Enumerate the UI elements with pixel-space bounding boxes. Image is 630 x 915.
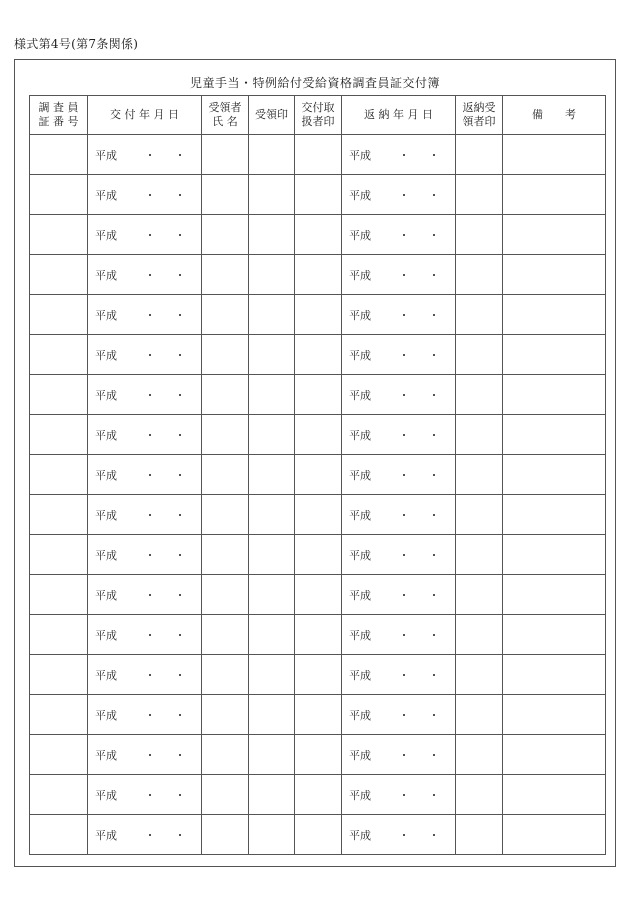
era-label: 平成: [349, 348, 371, 362]
date-separator: ・: [398, 828, 410, 842]
table-row: [30, 295, 606, 335]
era-label: 平成: [349, 428, 371, 442]
issuer-seal-cell[interactable]: [295, 655, 342, 695]
recipient-name-cell[interactable]: [202, 815, 249, 855]
date-separator: ・: [144, 228, 156, 242]
date-separator: ・: [398, 748, 410, 762]
date-separator: ・: [428, 748, 440, 762]
return-receiver-seal-cell[interactable]: [456, 735, 503, 775]
return-receiver-seal-cell[interactable]: [456, 655, 503, 695]
return-date-cell[interactable]: [342, 735, 456, 775]
date-separator: ・: [144, 468, 156, 482]
date-separator: ・: [398, 668, 410, 682]
recipient-name-cell[interactable]: [202, 295, 249, 335]
issuer-seal-cell[interactable]: [295, 775, 342, 815]
era-label: 平成: [349, 468, 371, 482]
era-label: 平成: [349, 548, 371, 562]
date-separator: ・: [428, 788, 440, 802]
remarks-cell[interactable]: [503, 415, 606, 455]
return-receiver-seal-cell[interactable]: [456, 495, 503, 535]
date-separator: ・: [174, 148, 186, 162]
date-separator: ・: [428, 268, 440, 282]
date-separator: ・: [398, 228, 410, 242]
issue-date-cell[interactable]: [88, 255, 202, 295]
recipient-seal-cell[interactable]: [249, 775, 295, 815]
return-receiver-seal-cell[interactable]: [456, 695, 503, 735]
era-label: 平成: [349, 788, 371, 802]
date-separator: ・: [174, 308, 186, 322]
return-date-cell[interactable]: [342, 695, 456, 735]
recipient-name-cell[interactable]: [202, 735, 249, 775]
table-row: [30, 255, 606, 295]
recipient-seal-cell[interactable]: [249, 735, 295, 775]
inspector-number-cell[interactable]: [30, 455, 88, 495]
date-separator: ・: [398, 508, 410, 522]
recipient-seal-cell[interactable]: [249, 575, 295, 615]
return-receiver-seal-cell[interactable]: [456, 575, 503, 615]
return-date-cell[interactable]: [342, 815, 456, 855]
date-separator: ・: [144, 348, 156, 362]
inspector-number-cell[interactable]: [30, 135, 88, 175]
era-label: 平成: [95, 428, 117, 442]
issue-date-cell[interactable]: [88, 655, 202, 695]
recipient-name-cell[interactable]: [202, 455, 249, 495]
date-separator: ・: [144, 268, 156, 282]
return-date-cell[interactable]: [342, 255, 456, 295]
inspector-number-cell[interactable]: [30, 615, 88, 655]
issuer-seal-cell[interactable]: [295, 375, 342, 415]
date-separator: ・: [398, 428, 410, 442]
recipient-name-cell[interactable]: [202, 775, 249, 815]
remarks-cell[interactable]: [503, 815, 606, 855]
era-label: 平成: [349, 748, 371, 762]
recipient-name-cell[interactable]: [202, 175, 249, 215]
issue-date-cell[interactable]: [88, 535, 202, 575]
return-receiver-seal-cell[interactable]: [456, 295, 503, 335]
era-label: 平成: [349, 228, 371, 242]
era-label: 平成: [95, 188, 117, 202]
document-title: 児童手当・特例給付受給資格調査員証交付簿: [189, 76, 440, 90]
issue-date-cell[interactable]: [88, 575, 202, 615]
date-separator: ・: [174, 468, 186, 482]
date-separator: ・: [174, 388, 186, 402]
table-row: [30, 335, 606, 375]
date-separator: ・: [144, 708, 156, 722]
inspector-number-cell[interactable]: [30, 815, 88, 855]
header-issuer-seal-line2: 扱者印: [301, 115, 335, 128]
remarks-cell[interactable]: [503, 335, 606, 375]
date-separator: ・: [174, 748, 186, 762]
era-label: 平成: [349, 388, 371, 402]
recipient-seal-cell[interactable]: [249, 455, 295, 495]
era-label: 平成: [95, 748, 117, 762]
inspector-number-cell[interactable]: [30, 175, 88, 215]
inspector-number-cell[interactable]: [30, 495, 88, 535]
date-separator: ・: [428, 508, 440, 522]
issuer-seal-cell[interactable]: [295, 455, 342, 495]
inspector-number-cell[interactable]: [30, 375, 88, 415]
era-label: 平成: [349, 148, 371, 162]
date-separator: ・: [174, 268, 186, 282]
date-separator: ・: [144, 828, 156, 842]
issuer-seal-cell[interactable]: [295, 615, 342, 655]
date-separator: ・: [398, 588, 410, 602]
return-date-cell[interactable]: [342, 215, 456, 255]
inspector-number-cell[interactable]: [30, 415, 88, 455]
header-remarks: [503, 96, 606, 135]
issuer-seal-cell[interactable]: [295, 415, 342, 455]
recipient-seal-cell[interactable]: [249, 695, 295, 735]
date-separator: ・: [144, 388, 156, 402]
inspector-number-cell[interactable]: [30, 655, 88, 695]
recipient-name-cell[interactable]: [202, 615, 249, 655]
era-label: 平成: [349, 188, 371, 202]
issue-date-cell[interactable]: [88, 615, 202, 655]
table-row: [30, 655, 606, 695]
era-label: 平成: [95, 388, 117, 402]
issuer-seal-cell[interactable]: [295, 295, 342, 335]
issue-date-cell[interactable]: [88, 495, 202, 535]
era-label: 平成: [95, 148, 117, 162]
remarks-cell[interactable]: [503, 375, 606, 415]
table-row: [30, 615, 606, 655]
date-separator: ・: [144, 188, 156, 202]
date-separator: ・: [174, 708, 186, 722]
date-separator: ・: [174, 428, 186, 442]
return-receiver-seal-cell[interactable]: [456, 815, 503, 855]
era-label: 平成: [95, 348, 117, 362]
header-return-date: [342, 96, 456, 135]
inspector-number-cell[interactable]: [30, 775, 88, 815]
issuer-seal-cell[interactable]: [295, 175, 342, 215]
remarks-cell[interactable]: [503, 455, 606, 495]
header-recipient-name-line1: 受領者: [208, 101, 242, 114]
date-separator: ・: [174, 548, 186, 562]
return-date-cell[interactable]: [342, 615, 456, 655]
recipient-seal-cell[interactable]: [249, 655, 295, 695]
return-date-cell[interactable]: [342, 135, 456, 175]
header-inspector-number-line1: 調 査 員: [38, 101, 79, 114]
era-label: 平成: [349, 828, 371, 842]
header-issue-date: [88, 96, 202, 135]
date-separator: ・: [144, 308, 156, 322]
return-receiver-seal-cell[interactable]: [456, 175, 503, 215]
remarks-cell[interactable]: [503, 655, 606, 695]
date-separator: ・: [398, 628, 410, 642]
era-label: 平成: [349, 668, 371, 682]
header-inspector-number: [30, 96, 88, 135]
recipient-name-cell[interactable]: [202, 255, 249, 295]
recipient-seal-cell[interactable]: [249, 815, 295, 855]
date-separator: ・: [174, 348, 186, 362]
recipient-seal-cell[interactable]: [249, 255, 295, 295]
inspector-number-cell[interactable]: [30, 335, 88, 375]
return-date-cell[interactable]: [342, 535, 456, 575]
era-label: 平成: [95, 548, 117, 562]
era-label: 平成: [95, 588, 117, 602]
issuer-seal-cell[interactable]: [295, 135, 342, 175]
date-separator: ・: [398, 148, 410, 162]
issue-date-cell[interactable]: [88, 735, 202, 775]
inspector-number-cell[interactable]: [30, 535, 88, 575]
recipient-name-cell[interactable]: [202, 575, 249, 615]
date-separator: ・: [428, 828, 440, 842]
issuer-seal-cell[interactable]: [295, 215, 342, 255]
date-separator: ・: [398, 788, 410, 802]
era-label: 平成: [349, 268, 371, 282]
issuer-seal-cell[interactable]: [295, 335, 342, 375]
table-row: [30, 375, 606, 415]
issue-date-cell[interactable]: [88, 415, 202, 455]
table-row: [30, 415, 606, 455]
issue-date-cell[interactable]: [88, 815, 202, 855]
date-separator: ・: [398, 308, 410, 322]
register-table: [29, 95, 606, 855]
table-row: [30, 695, 606, 735]
issue-date-cell[interactable]: [88, 695, 202, 735]
table-row: [30, 495, 606, 535]
form-number-label: 様式第4号(第7条関係): [14, 37, 139, 51]
date-separator: ・: [174, 628, 186, 642]
table-row: [30, 535, 606, 575]
remarks-cell[interactable]: [503, 615, 606, 655]
remarks-cell[interactable]: [503, 135, 606, 175]
return-date-cell[interactable]: [342, 415, 456, 455]
date-separator: ・: [428, 148, 440, 162]
date-separator: ・: [398, 268, 410, 282]
date-separator: ・: [144, 788, 156, 802]
return-receiver-seal-cell[interactable]: [456, 415, 503, 455]
table-row: [30, 815, 606, 855]
table-row: [30, 775, 606, 815]
era-label: 平成: [349, 588, 371, 602]
era-label: 平成: [95, 308, 117, 322]
return-receiver-seal-cell[interactable]: [456, 775, 503, 815]
issue-date-cell[interactable]: [88, 175, 202, 215]
date-separator: ・: [144, 588, 156, 602]
remarks-cell[interactable]: [503, 735, 606, 775]
remarks-cell[interactable]: [503, 775, 606, 815]
date-separator: ・: [428, 708, 440, 722]
issuer-seal-cell[interactable]: [295, 735, 342, 775]
date-separator: ・: [144, 548, 156, 562]
header-return-receiver-seal-line1: 返納受: [462, 101, 496, 114]
table-row: [30, 175, 606, 215]
date-separator: ・: [398, 388, 410, 402]
recipient-name-cell[interactable]: [202, 135, 249, 175]
date-separator: ・: [428, 468, 440, 482]
table-row: [30, 735, 606, 775]
return-date-cell[interactable]: [342, 295, 456, 335]
inspector-number-cell[interactable]: [30, 695, 88, 735]
issuer-seal-cell[interactable]: [295, 575, 342, 615]
return-receiver-seal-cell[interactable]: [456, 455, 503, 495]
remarks-cell[interactable]: [503, 535, 606, 575]
issue-date-cell[interactable]: [88, 295, 202, 335]
return-date-cell[interactable]: [342, 575, 456, 615]
issuer-seal-cell[interactable]: [295, 255, 342, 295]
date-separator: ・: [398, 188, 410, 202]
table-row: [30, 215, 606, 255]
date-separator: ・: [428, 428, 440, 442]
date-separator: ・: [144, 428, 156, 442]
date-separator: ・: [144, 508, 156, 522]
date-separator: ・: [174, 188, 186, 202]
date-separator: ・: [398, 468, 410, 482]
issuer-seal-cell[interactable]: [295, 535, 342, 575]
era-label: 平成: [95, 668, 117, 682]
recipient-seal-cell[interactable]: [249, 135, 295, 175]
date-separator: ・: [428, 668, 440, 682]
header-remarks-label: 備 考: [532, 108, 576, 121]
header-issue-date-label: 交 付 年 月 日: [110, 108, 179, 121]
date-separator: ・: [144, 668, 156, 682]
recipient-seal-cell[interactable]: [249, 335, 295, 375]
era-label: 平成: [349, 508, 371, 522]
return-receiver-seal-cell[interactable]: [456, 335, 503, 375]
header-return-receiver-seal-line2: 領者印: [462, 115, 496, 128]
issue-date-cell[interactable]: [88, 135, 202, 175]
issue-date-cell[interactable]: [88, 335, 202, 375]
date-separator: ・: [174, 588, 186, 602]
recipient-seal-cell[interactable]: [249, 535, 295, 575]
recipient-seal-cell[interactable]: [249, 415, 295, 455]
issuer-seal-cell[interactable]: [295, 815, 342, 855]
era-label: 平成: [95, 468, 117, 482]
header-recipient-seal-label: 受領印: [255, 108, 288, 121]
issuer-seal-cell[interactable]: [295, 695, 342, 735]
date-separator: ・: [144, 148, 156, 162]
recipient-name-cell[interactable]: [202, 215, 249, 255]
inspector-number-cell[interactable]: [30, 735, 88, 775]
date-separator: ・: [174, 788, 186, 802]
era-label: 平成: [95, 708, 117, 722]
era-label: 平成: [95, 508, 117, 522]
inspector-number-cell[interactable]: [30, 215, 88, 255]
remarks-cell[interactable]: [503, 255, 606, 295]
remarks-cell[interactable]: [503, 175, 606, 215]
header-inspector-number-line2: 証 番 号: [38, 115, 79, 128]
date-separator: ・: [428, 588, 440, 602]
era-label: 平成: [95, 268, 117, 282]
recipient-seal-cell[interactable]: [249, 215, 295, 255]
era-label: 平成: [95, 788, 117, 802]
recipient-seal-cell[interactable]: [249, 295, 295, 335]
return-date-cell[interactable]: [342, 335, 456, 375]
era-label: 平成: [95, 228, 117, 242]
date-separator: ・: [398, 548, 410, 562]
date-separator: ・: [398, 348, 410, 362]
remarks-cell[interactable]: [503, 215, 606, 255]
header-return-date-label: 返 納 年 月 日: [364, 108, 433, 121]
header-return-receiver-seal: [456, 96, 503, 135]
date-separator: ・: [174, 828, 186, 842]
issue-date-cell[interactable]: [88, 215, 202, 255]
date-separator: ・: [428, 348, 440, 362]
return-receiver-seal-cell[interactable]: [456, 135, 503, 175]
issue-date-cell[interactable]: [88, 775, 202, 815]
header-issuer-seal: [295, 96, 342, 135]
date-separator: ・: [428, 228, 440, 242]
date-separator: ・: [428, 188, 440, 202]
remarks-cell[interactable]: [503, 495, 606, 535]
recipient-name-cell[interactable]: [202, 655, 249, 695]
remarks-cell[interactable]: [503, 575, 606, 615]
header-recipient-name-line2: 氏 名: [212, 115, 238, 128]
register-frame: [14, 59, 616, 867]
recipient-name-cell[interactable]: [202, 495, 249, 535]
inspector-number-cell[interactable]: [30, 255, 88, 295]
date-separator: ・: [398, 708, 410, 722]
remarks-cell[interactable]: [503, 695, 606, 735]
return-receiver-seal-cell[interactable]: [456, 615, 503, 655]
return-date-cell[interactable]: [342, 775, 456, 815]
issue-date-cell[interactable]: [88, 375, 202, 415]
table-row: [30, 455, 606, 495]
return-receiver-seal-cell[interactable]: [456, 535, 503, 575]
recipient-name-cell[interactable]: [202, 375, 249, 415]
date-separator: ・: [174, 508, 186, 522]
date-separator: ・: [428, 308, 440, 322]
return-date-cell[interactable]: [342, 655, 456, 695]
era-label: 平成: [349, 708, 371, 722]
return-receiver-seal-cell[interactable]: [456, 255, 503, 295]
era-label: 平成: [95, 628, 117, 642]
date-separator: ・: [174, 668, 186, 682]
header-recipient-name: [202, 96, 249, 135]
issue-date-cell[interactable]: [88, 455, 202, 495]
recipient-seal-cell[interactable]: [249, 175, 295, 215]
remarks-cell[interactable]: [503, 295, 606, 335]
inspector-number-cell[interactable]: [30, 295, 88, 335]
era-label: 平成: [349, 308, 371, 322]
return-date-cell[interactable]: [342, 175, 456, 215]
date-separator: ・: [428, 548, 440, 562]
return-receiver-seal-cell[interactable]: [456, 215, 503, 255]
return-date-cell[interactable]: [342, 495, 456, 535]
table-row: [30, 135, 606, 175]
return-date-cell[interactable]: [342, 375, 456, 415]
date-separator: ・: [428, 388, 440, 402]
table-row: [30, 575, 606, 615]
date-separator: ・: [144, 628, 156, 642]
recipient-name-cell[interactable]: [202, 415, 249, 455]
recipient-seal-cell[interactable]: [249, 495, 295, 535]
era-label: 平成: [95, 828, 117, 842]
era-label: 平成: [349, 628, 371, 642]
date-separator: ・: [144, 748, 156, 762]
header-row: [30, 96, 606, 135]
recipient-seal-cell[interactable]: [249, 615, 295, 655]
header-issuer-seal-line1: 交付取: [301, 101, 335, 114]
return-receiver-seal-cell[interactable]: [456, 375, 503, 415]
return-date-cell[interactable]: [342, 455, 456, 495]
date-separator: ・: [428, 628, 440, 642]
header-recipient-seal: [249, 96, 295, 135]
recipient-name-cell[interactable]: [202, 335, 249, 375]
recipient-seal-cell[interactable]: [249, 375, 295, 415]
inspector-number-cell[interactable]: [30, 575, 88, 615]
recipient-name-cell[interactable]: [202, 535, 249, 575]
register-body: [30, 135, 606, 855]
recipient-name-cell[interactable]: [202, 695, 249, 735]
issuer-seal-cell[interactable]: [295, 495, 342, 535]
date-separator: ・: [174, 228, 186, 242]
